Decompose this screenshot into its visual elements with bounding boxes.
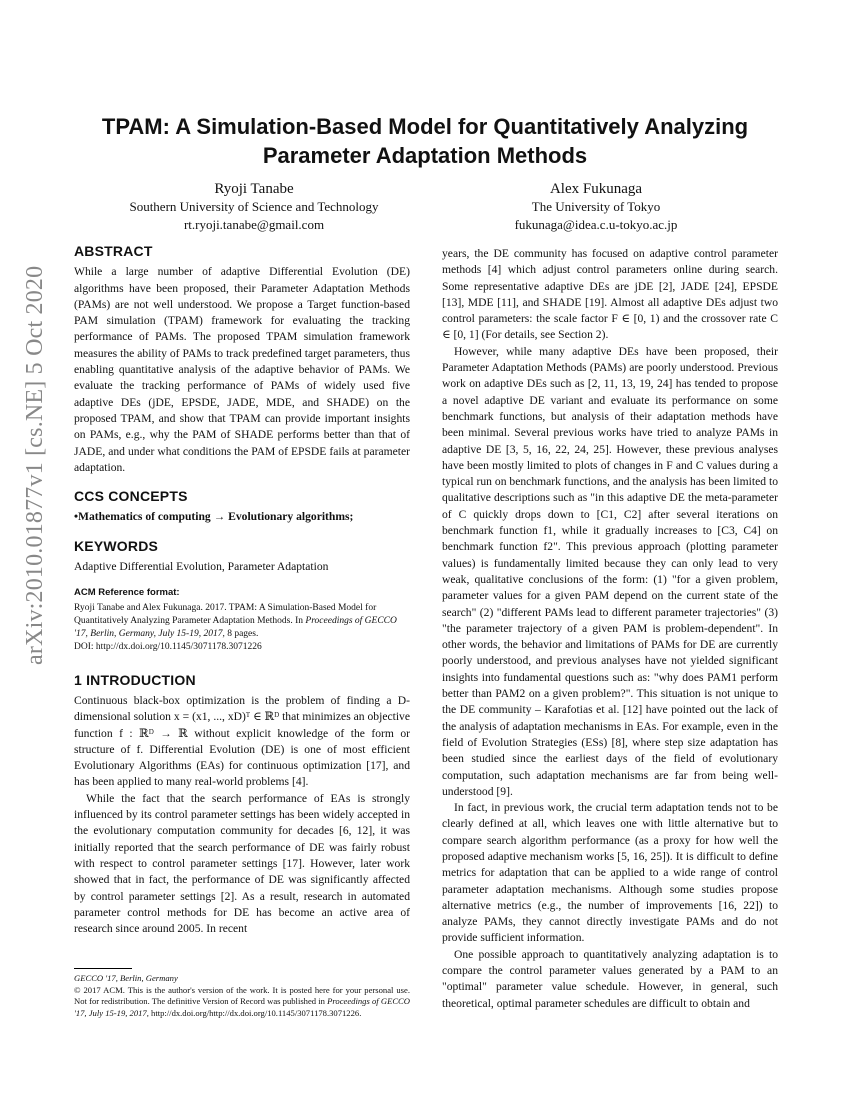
keywords-heading: KEYWORDS [74,537,159,554]
acm-ref-doi[interactable]: DOI: http://dx.doi.org/10.1145/3071178.3071226 [74,641,262,652]
author-name: Alex Fukunaga [549,181,643,197]
left-column [74,243,410,937]
footer-copyright: © 2017 ACM. This is the author's version of the work. It is posted here for your personal use. Not for redistribution. The definitive Version of Record was published in [74,984,410,1006]
intro-heading: 1 INTRODUCTION [74,671,196,688]
footer-rule [74,968,132,969]
author-block-2 [446,180,746,234]
ccs-heading: CCS CONCEPTS [74,488,188,505]
acm-ref-text: Ryoji Tanabe and Alex Fukunaga. 2017. TPAM: A Simulation-Based Model for Quantitatively Analyzing Parameter Adaptation Methods. In [74,602,377,626]
footer-text [74,985,410,1020]
intro-paragraph-2: While the fact that the search performance of EAs is strongly influenced by its control parameter settings has been widely accepted in the evolutionary computation community for decades [6, 12], it was initially reported that the search performance of DE was fairly robust with respect to control parameter settings [17]. However, later work showed that in fact, the performance of DE was significantly affected by control parameter settings [2]. As a result, research in automated parameter control methods for DE has become an active area of research since around 2005. In recent [74,791,410,936]
footer-venue-text: GECCO '17, Berlin, Germany [74,973,178,983]
acm-ref-pages: 8 pages. [224,628,259,639]
abstract-heading: ABSTRACT [74,243,153,259]
footer-doi: , http://dx.doi.org/http://dx.doi.org/10.1145/3071178.3071226. [146,1007,362,1018]
body-paragraph-1: years, the DE community has focused on adaptive control parameter methods [4] which adjust control parameters online during search. Some representative adaptive DEs are jDE [2], JADE [24], EPSDE [13], MDE [11], and SHADE [19]. Almost all adaptive DEs adjust two control parameters: the scale factor F ∈ [0, 1) and the crossover rate C ∈ [0, 1] (For details, see Section 2). [442,247,778,342]
paper-title: TPAM: A Simulation-Based Model for Quantitatively Analyzing Parameter Adaptation Methods [101,114,749,168]
arxiv-side-label: arXiv:2010.01877v1 [cs.NE] 5 Oct 2020 [22,265,48,665]
body-paragraph-3: In fact, in previous work, the crucial term adaptation tends not to be clearly defined at all, which leaves one with little alternative but to compare search algorithm performance (as a proxy for how well the proposed adaptive mechanism works [5, 16, 25]). It is difficult to define metrics for adaptation that can be applied to a wide range of control parameter adaptation mechanisms. Although some studies propose alternative metrics (e.g., the number of improvements [16, 22]) to analyze PAMs, they cannot directly investigate PAMs and do not provide sufficient information. [442,801,778,945]
acm-ref-italic: Proceedings of GECCO '17, Berlin, Germany, July 15-19, 2017, [74,615,397,639]
acm-reference-heading: ACM Reference format: [74,587,180,599]
right-column [442,246,778,1012]
footer-venue [74,973,410,985]
keywords-text: Adaptive Differential Evolution, Parameter Adaptation [74,560,329,574]
ccs-text: •Mathematics of computing → Evolutionary algorithms; [74,510,354,524]
author-name: Ryoji Tanabe [214,181,294,197]
body-paragraph-4: One possible approach to quantitatively analyzing adaptation is to compare the control parameter values generated by a PAM to an "optimal" parameter value schedule. However, in general, such theoretical, optimal parameter schedules are difficult to obtain and [442,947,778,1010]
abstract-text: While a large number of adaptive Differential Evolution (DE) algorithms have been proposed, their Parameter Adaptation Methods (PAMs) are not well understood. We propose a Target function-based PAM simulation (TPAM) framework for evaluating the tracking performance of PAMs. The proposed TPAM simulation framework measures the ability of PAMs to track predefined target parameters, thus enabling quantitative analysis of the adaptive behavior of PAMs. We evaluate the tracking performance of PAMs of widely used five adaptive DEs (jDE, EPSDE, JADE, MDE, and SHADE) on the proposed TPAM, and show that TPAM can provide important insights on PAMs, e.g., why the PAM of SHADE performs better than that of JADE, and under what conditions the PAM of EPSDE fails at parameter adaptation. [74,265,410,474]
acm-reference [74,602,410,654]
intro-paragraph-1: Continuous black-box optimization is the problem of finding a D-dimensional solution x = (x1, ..., xD)ᵀ ∈ ℝᴰ that minimizes an objective function f : ℝᴰ → ℝ without explicit knowledge of the form or structure of f. Differential Evolution (DE) is one of most efficient Evolutionary Algorithms (EAs) for continuous optimization [17], and has been applied to many real-world problems [4]. [74,693,410,789]
copyright-footer [74,968,410,1019]
author-block-1 [104,180,404,234]
body-paragraph-2: However, while many adaptive DEs have been proposed, their Parameter Adaptation Methods (PAMs) are poorly understood. Previous work on adaptive DEs such as [2, 11, 13, 19, 24] has tended to propose a novel adaptive DE variant and evaluate its performance on some benchmark functions, but analysis of their adaptation methods have been minimal. Several previous works have tried to analyze PAMs in adaptive DE [3, 5, 16, 22, 24, 25]. However, these previous analyses have been mostly limited to plots of changes in F and C values during a typical run on benchmark functions, and the analysis has been limited to qualitative descriptions such as "in this adaptive DE the meta-parameter of C quickly drops down to [C1, C2] after several iterations on benchmark function f1, while it gradually increases to [C3, C4] on benchmark function f2". This previous approach (plotting parameter values) is fundamentally limited because they can only lead to very weak, qualitative conclusions of the form: (1) "for a given problem, parameter values for a given PAM depend on the current state of the search" (2) "different PAMs lead to different parameter trajectories" (3) "the parameter trajectory of a given PAM is problem-dependent". In other words, the behavior and limitations of PAMs for DE are currently poorly understood, and previous analyses have not yielded significant insights into fundamental questions such as: "why does PAM1 perform better than PAM2 on a given problem?". This situation is not unique to the DE community – Karafotias et al. [12] have pointed out the lack of the analysis of adaptation mechanisms in EAs. For example, even in the field of Evolution Strategies (ESs) [8], where step size adaptation has been studied since the earliest days of the field of evolutionary computation, such adaptation mechanisms are far from being well-understood [9]. [442,344,778,798]
author-affiliation: The University of Tokyo [531,199,661,214]
footer-proceedings: Proceedings of GECCO '17, July 15-19, 2017 [74,996,410,1018]
author-email: fukunaga@idea.c.u-tokyo.ac.jp [514,217,678,232]
author-affiliation: Southern University of Science and Technology [129,199,379,214]
author-email: rt.ryoji.tanabe@gmail.com [183,217,325,232]
